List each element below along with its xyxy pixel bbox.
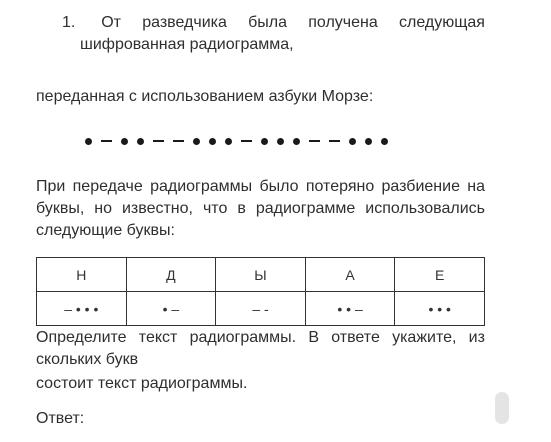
morse-dot xyxy=(121,138,128,145)
morse-dot xyxy=(349,138,356,145)
table-row-codes xyxy=(37,292,485,326)
paragraph-line: следующие буквы: xyxy=(36,222,175,239)
morse-code-sequence xyxy=(85,130,435,152)
word: следующая xyxy=(398,14,485,31)
task-line-3: переданная с использованием азбуки Морзе: xyxy=(36,88,374,105)
table-cell-letter: Н xyxy=(37,258,127,292)
word: В xyxy=(308,329,320,346)
morse-dot xyxy=(277,138,284,145)
paragraph-line: скольких букв xyxy=(36,351,139,368)
paragraph-letters-info xyxy=(36,176,485,242)
word: на xyxy=(467,178,485,195)
word: использовались xyxy=(365,200,485,217)
word: радиограммы xyxy=(150,178,253,195)
word: в xyxy=(237,200,246,217)
morse-dot xyxy=(381,138,388,145)
word: Определите xyxy=(36,329,127,346)
table-cell-code: – • • • xyxy=(37,292,127,326)
word: текст xyxy=(138,329,178,346)
morse-dash xyxy=(329,140,340,142)
word: разведчика xyxy=(142,14,227,31)
task-line-2: шифрованная радиограмма, xyxy=(80,36,294,53)
word: известно, xyxy=(121,200,193,217)
word: потеряно xyxy=(305,178,375,195)
morse-dash xyxy=(153,140,164,142)
morse-dash xyxy=(309,140,320,142)
answer-label: Ответ: xyxy=(36,410,85,427)
table-cell-letter: Е xyxy=(395,258,485,292)
word: радиограммы. xyxy=(189,329,297,346)
table-cell-code: • – xyxy=(126,292,216,326)
word: было xyxy=(259,178,299,195)
morse-dot xyxy=(225,138,232,145)
word: разбиение xyxy=(381,178,460,195)
word: От xyxy=(101,14,121,31)
morse-dot xyxy=(365,138,372,145)
letters-table xyxy=(36,257,485,326)
task-number: 1. xyxy=(62,14,76,31)
morse-dot xyxy=(193,138,200,145)
table-cell-letter: Д xyxy=(126,258,216,292)
task-line-1 xyxy=(62,12,485,34)
word: ответе xyxy=(331,329,380,346)
table-row-letters xyxy=(37,258,485,292)
word: была xyxy=(248,14,288,31)
scrollbar-thumb[interactable] xyxy=(495,392,509,424)
table-cell-code: • • – xyxy=(305,292,395,326)
word: передаче xyxy=(72,178,143,195)
table-cell-letter: Ы xyxy=(216,258,306,292)
table-cell-code: – - xyxy=(216,292,306,326)
morse-dash xyxy=(173,140,184,142)
word: получена xyxy=(308,14,378,31)
paragraph-question xyxy=(36,327,485,395)
morse-dot xyxy=(261,138,268,145)
paragraph-line: состоит текст радиограммы. xyxy=(36,375,248,392)
word: При xyxy=(36,178,66,195)
morse-dot xyxy=(293,138,300,145)
morse-dot xyxy=(85,138,92,145)
morse-dot xyxy=(137,138,144,145)
table-cell-letter: А xyxy=(305,258,395,292)
paragraph-line xyxy=(36,176,485,198)
word: радиограмме xyxy=(255,200,356,217)
table-cell-code: • • • xyxy=(395,292,485,326)
morse-dash xyxy=(101,140,112,142)
paragraph-line xyxy=(36,198,485,220)
morse-dot xyxy=(209,138,216,145)
word: из xyxy=(468,329,485,346)
paragraph-line xyxy=(36,327,485,349)
word: буквы, xyxy=(36,200,85,217)
word: укажите, xyxy=(392,329,457,346)
word: но xyxy=(94,200,112,217)
morse-dash xyxy=(241,140,252,142)
word: что xyxy=(202,200,228,217)
